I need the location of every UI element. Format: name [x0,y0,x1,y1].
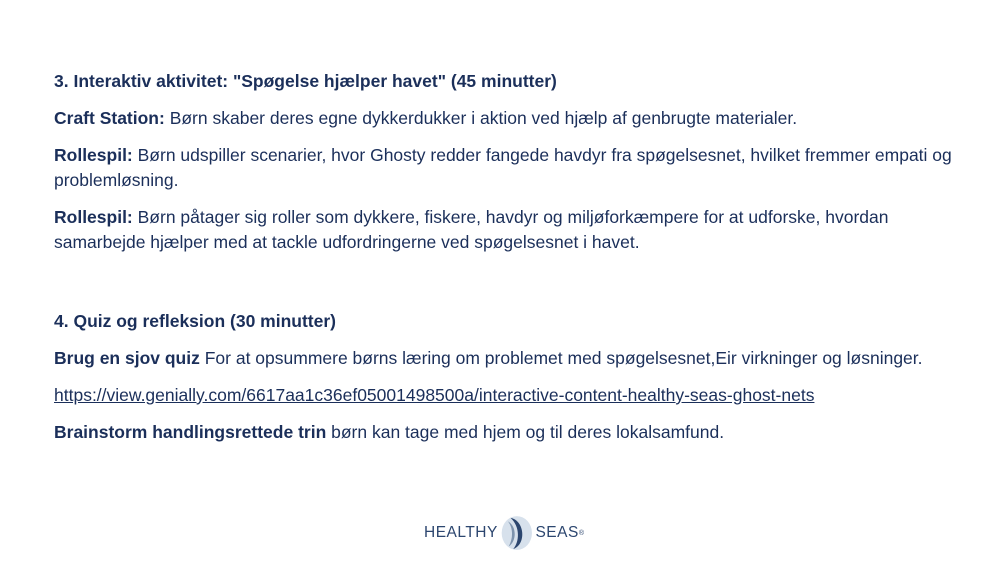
craft-station-label: Craft Station: [54,108,165,128]
logo-text-right: SEAS [535,524,579,541]
quiz-paragraph [54,346,954,371]
roleplay-text-1: Børn udspiller scenarier, hvor Ghosty redder fangede havdyr fra spøgelsesnet, hvilket fremmer empati og problemløsning. [54,145,952,190]
roleplay-label-1: Rollespil: [54,145,133,165]
quiz-text: For at opsummere børns læring om problemet med spøgelsesnet,Eir virkninger og løsninger. [199,348,923,368]
registered-mark: ® [578,529,584,537]
roleplay-paragraph-2 [54,205,954,255]
genially-link[interactable]: https://view.genially.com/6617aa1c36ef05001498500a/interactive-content-healthy-seas-ghost-nets [54,385,815,405]
roleplay-label-2: Rollespil: [54,207,133,227]
brainstorm-text: børn kan tage med hjem og til deres lokalsamfund. [326,422,725,442]
quiz-label: Brug en sjov quiz [54,348,200,368]
link-paragraph [54,383,954,408]
brainstorm-paragraph [54,420,954,445]
logo-text-left: HEALTHY [424,524,498,541]
craft-station-text: Børn skaber deres egne dykkerdukker i aktion ved hjælp af genbrugte materialer. [164,108,798,128]
roleplay-text-2: Børn påtager sig roller som dykkere, fiskere, havdyr og miljøforkæmpere for at udforske, hvordan samarbejde hjælper med at tackle udfordringerne ved spøgelsesnet i havet. [54,207,889,252]
healthy-seas-logo [424,512,584,554]
section3-heading: 3. Interaktiv aktivitet: "Spøgelse hjælper havet" (45 minutter) [54,71,557,91]
craft-station-paragraph [54,106,954,131]
fish-wave-icon [499,512,535,554]
section4-heading: 4. Quiz og refleksion (30 minutter) [54,311,336,331]
roleplay-paragraph-1 [54,143,954,193]
slide-content [54,68,954,457]
brainstorm-label: Brainstorm handlingsrettede trin [54,422,327,442]
section-spacer [54,267,954,308]
